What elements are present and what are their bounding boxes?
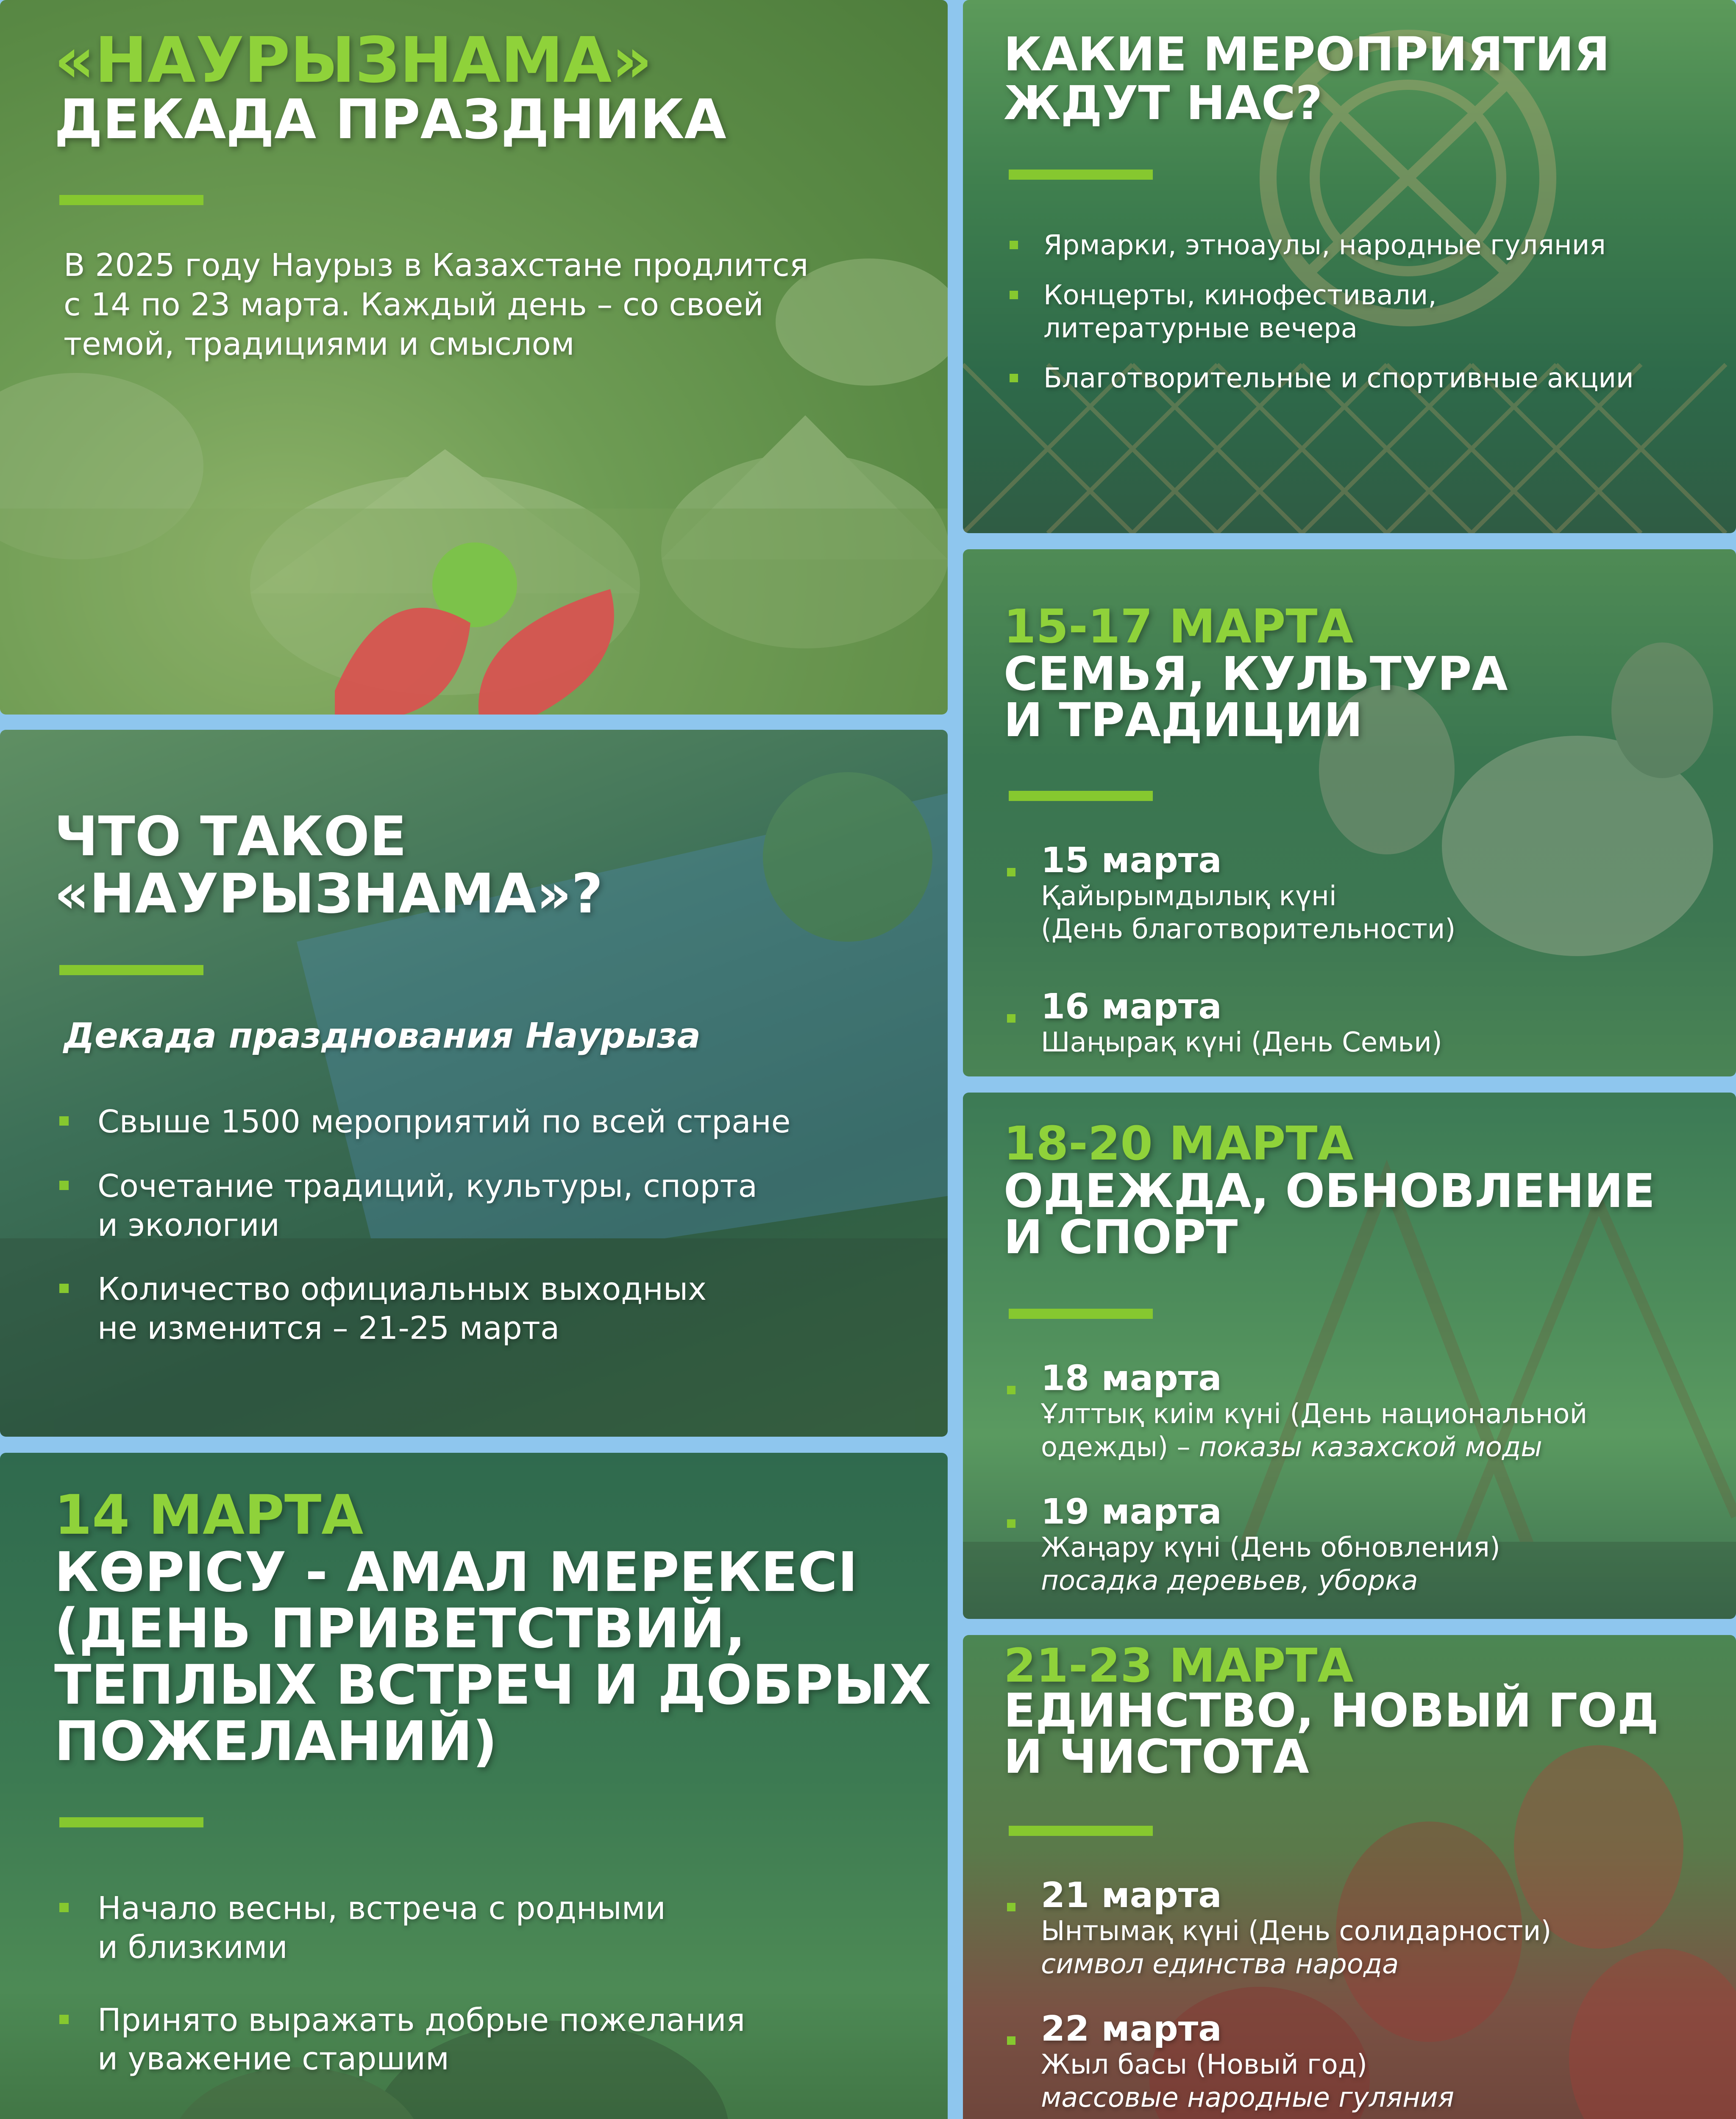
day-extra: массовые народные гуляния (1041, 2082, 1455, 2114)
day-name: Жыл басы (Новый год) (1041, 2049, 1367, 2081)
march-15-17-date: 15-17 МАРТА (1004, 599, 1354, 653)
what-is-divider (59, 965, 203, 975)
march-18-20-title-line-2: И СПОРТ (1004, 1210, 1238, 1264)
day-entry (1007, 842, 1455, 946)
march-18-20-date: 18-20 МАРТА (1004, 1116, 1354, 1171)
bullet-icon (1010, 374, 1018, 382)
bullet-icon (59, 1116, 69, 1126)
march-18-20-panel (963, 1093, 1736, 1619)
day-extra: посадка деревьев, уборка (1041, 1565, 1418, 1597)
day-extra: символ единства народа (1041, 1949, 1399, 1980)
bullet-icon (1007, 868, 1015, 876)
day-name: Ынтымақ күні (День солидарности) (1041, 1916, 1552, 1947)
march-14-divider (59, 1817, 203, 1827)
day-entry (1007, 988, 1442, 1059)
march-14-title-line-4: ПОЖЕЛАНИЙ) (54, 1710, 498, 1773)
day-date: 21 марта (1041, 1875, 1222, 1916)
events-title-line-2: ЖДУТ НАС? (1004, 76, 1323, 130)
day-extra: показы казахской моды (1199, 1432, 1542, 1463)
day-date: 22 марта (1041, 2009, 1222, 2049)
day-name: Шаңырақ күні (День Семьи) (1041, 1027, 1442, 1059)
march-15-17-title-line-2: И ТРАДИЦИИ (1004, 693, 1363, 747)
day-date: 15 марта (1041, 840, 1222, 881)
what-is-panel (0, 730, 948, 1437)
march-18-20-divider (1009, 1309, 1153, 1319)
bullet-icon (1007, 1519, 1015, 1528)
what-is-title-line-1: ЧТО ТАКОЕ (54, 805, 407, 868)
what-is-item: Сочетание традиций, культуры, спорта и экологии (59, 1167, 907, 1245)
bullet-icon (1010, 291, 1018, 299)
bullet-icon (1007, 1014, 1015, 1023)
day-name: Қайырымдылық күні (День благотворительности) (1041, 881, 1456, 945)
march-14-date: 14 МАРТА (54, 1484, 364, 1547)
bullet-icon (59, 1284, 69, 1293)
day-name: Ұлттық киім күні (День национальной (1041, 1399, 1588, 1430)
day-name: Жаңару күні (День обновления) (1041, 1532, 1500, 1564)
intro-title-line-2: ДЕКАДА ПРАЗДНИКА (54, 88, 726, 151)
day-entry (1007, 1877, 1551, 1981)
bullet-icon (1007, 1386, 1015, 1394)
day-name-continued: одежды) – показы казахской моды (1041, 1432, 1542, 1463)
events-list (1010, 229, 1730, 395)
events-item: Благотворительные и спортивные акции (1010, 362, 1730, 395)
what-is-subtitle: Декада празднования Наурыза (64, 1016, 701, 1056)
events-panel (963, 0, 1736, 533)
what-is-list (59, 1103, 907, 1348)
events-item: Ярмарки, этноаулы, народные гуляния (1010, 229, 1730, 262)
events-divider (1009, 170, 1153, 180)
day-date: 16 марта (1041, 987, 1222, 1027)
what-is-title-line-2: «НАУРЫЗНАМА»? (54, 862, 603, 926)
bullet-icon (59, 1181, 69, 1190)
march-21-23-divider (1009, 1826, 1153, 1836)
march-14-item: Начало весны, встреча с родными и близкими (59, 1889, 907, 1967)
march-21-23-date: 21-23 МАРТА (1004, 1638, 1354, 1693)
what-is-item: Свыше 1500 мероприятий по всей стране (59, 1103, 907, 1142)
march-15-17-title-line-1: СЕМЬЯ, КУЛЬТУРА (1004, 647, 1508, 701)
march-14-panel (0, 1453, 948, 2119)
march-14-title-line-3: ТЕПЛЫХ ВСТРЕЧ И ДОБРЫХ (54, 1654, 932, 1717)
bullet-icon (1007, 1903, 1015, 1911)
march-14-title-line-1: КӨРІСУ - АМАЛ МЕРЕКЕСІ (54, 1541, 858, 1604)
intro-panel (0, 0, 948, 715)
march-15-17-panel (963, 549, 1736, 1076)
bullet-icon (59, 1903, 69, 1912)
march-21-23-title-line-2: И ЧИСТОТА (1004, 1730, 1309, 1784)
bullet-icon (1007, 2036, 1015, 2045)
march-21-23-title-line-1: ЕДИНСТВО, НОВЫЙ ГОД (1004, 1683, 1659, 1738)
march-14-title-line-2: (ДЕНЬ ПРИВЕТСТВИЙ, (54, 1597, 746, 1660)
day-date: 19 марта (1041, 1492, 1222, 1532)
intro-title-line-1: «НАУРЫЗНАМА» (54, 24, 652, 97)
intro-divider (59, 195, 203, 205)
day-entry (1007, 1493, 1500, 1597)
march-15-17-divider (1009, 791, 1153, 801)
bullet-icon (1010, 241, 1018, 249)
march-18-20-title-line-1: ОДЕЖДА, ОБНОВЛЕНИЕ (1004, 1164, 1655, 1218)
day-date: 18 марта (1041, 1358, 1222, 1399)
march-14-item: Принято выражать добрые пожелания и уважение старшим (59, 2001, 907, 2079)
day-entry (1007, 2010, 1454, 2114)
intro-text: В 2025 году Наурыз в Казахстане продлится с 14 по 23 марта. Каждый день – со своей темой, традициями и смыслом (64, 247, 809, 363)
events-item: Концерты, кинофестивали, литературные вечера (1010, 279, 1730, 345)
march-14-list (59, 1889, 907, 2079)
march-21-23-panel (963, 1635, 1736, 2119)
bullet-icon (59, 2015, 69, 2024)
day-entry (1007, 1360, 1587, 1464)
events-title-line-1: КАКИЕ МЕРОПРИЯТИЯ (1004, 27, 1610, 81)
what-is-item: Количество официальных выходных не изменится – 21-25 марта (59, 1270, 907, 1348)
